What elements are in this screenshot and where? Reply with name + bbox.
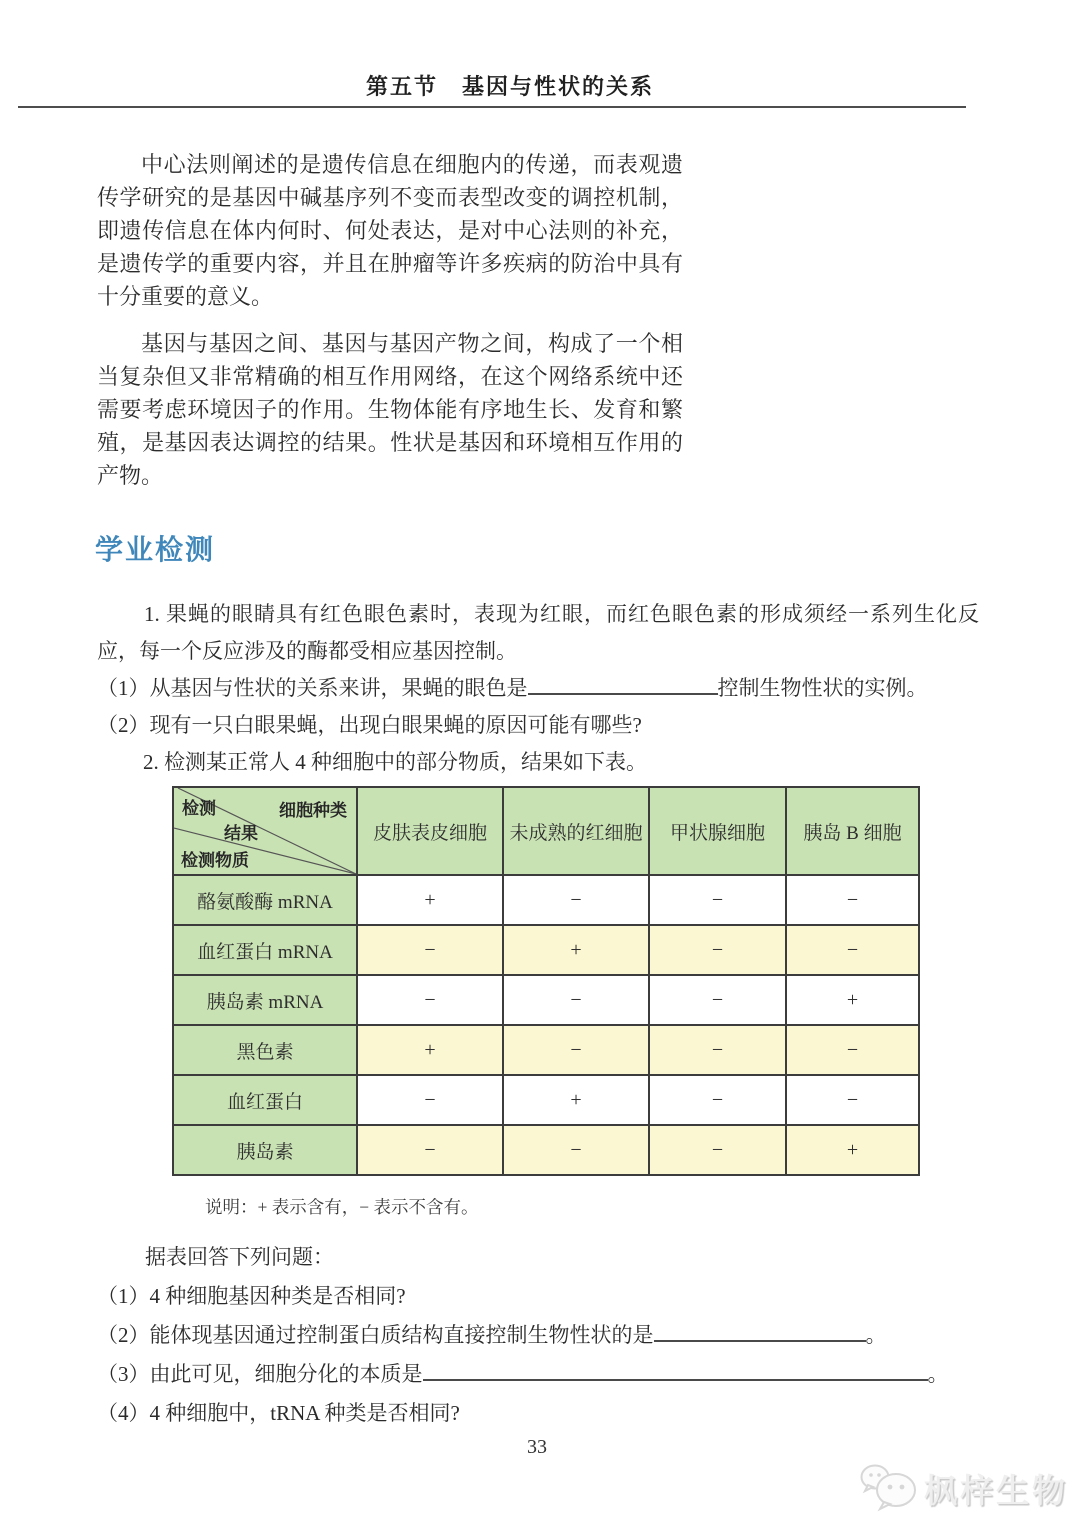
table-cell: + — [503, 1075, 649, 1125]
row-label: 血红蛋白 — [173, 1075, 357, 1125]
table-cell: − — [357, 1075, 503, 1125]
table-cell: − — [503, 1025, 649, 1075]
intro-section — [97, 148, 683, 506]
corner-label-result: 结果 — [224, 824, 258, 843]
column-header: 甲状腺细胞 — [649, 787, 786, 875]
table-cell: + — [786, 975, 919, 1025]
question-2-sub-2-text: （2）能体现基因通过控制蛋白质结构直接控制生物性状的是 — [97, 1323, 654, 1347]
table-cell: − — [503, 875, 649, 925]
followup-questions — [97, 1238, 1027, 1433]
answer-blank — [423, 1379, 928, 1381]
page-number: 33 — [527, 1436, 547, 1458]
table-cell: − — [649, 1075, 786, 1125]
table-cell: + — [357, 875, 503, 925]
table-cell: − — [503, 1125, 649, 1175]
question-1-sub-1 — [97, 670, 979, 707]
question-2-sub-1: （1）4 种细胞基因种类是否相同? — [97, 1284, 406, 1308]
question-2-sub-4: （4）4 种细胞中，tRNA 种类是否相同? — [97, 1401, 460, 1425]
table-row — [173, 1075, 919, 1125]
column-header: 皮肤表皮细胞 — [357, 787, 503, 875]
question-2-sub-3-tail: 。 — [927, 1362, 949, 1386]
table-cell: − — [786, 1075, 919, 1125]
row-label: 黑色素 — [173, 1025, 357, 1075]
table-note: 说明：+ 表示含有，− 表示不含有。 — [205, 1197, 479, 1217]
table-corner-cell — [173, 787, 357, 875]
table-cell: − — [649, 1125, 786, 1175]
table-cell: + — [503, 925, 649, 975]
question-2-sub-3 — [97, 1355, 1027, 1394]
question-2-stem: 2. 检测某正常人 4 种细胞中的部分物质，结果如下表。 — [143, 750, 647, 774]
table-row — [173, 975, 919, 1025]
question-2-sub-3-text: （3）由此可见，细胞分化的本质是 — [97, 1362, 423, 1386]
section-heading: 学业检测 — [95, 534, 216, 565]
table-cell: − — [357, 1125, 503, 1175]
question-1-sub-2: （2）现有一只白眼果蝇，出现白眼果蝇的原因可能有哪些? — [97, 713, 642, 737]
row-label: 血红蛋白 mRNA — [173, 925, 357, 975]
table-row — [173, 1125, 919, 1175]
table-cell: − — [503, 975, 649, 1025]
column-header: 未成熟的红细胞 — [503, 787, 649, 875]
answer-blank — [528, 693, 718, 695]
table-cell: − — [649, 1025, 786, 1075]
corner-label-detect: 检测 — [182, 799, 216, 818]
question-1-stem: 1. 果蝇的眼睛具有红色眼色素时，表现为红眼，而红色眼色素的形成须经一系列生化反应，每一个反应涉及的酶都受相应基因控制。 — [97, 602, 979, 663]
question-1-sub-1-text: （1）从基因与性状的关系来讲，果蝇的眼色是 — [97, 676, 528, 700]
table-cell: − — [786, 1025, 919, 1075]
table-header-row — [173, 787, 919, 875]
question-1-sub-1-tail: 控制生物性状的实例。 — [717, 676, 928, 700]
chat-bubbles-logo-icon — [858, 1460, 920, 1516]
intro-paragraph-1: 中心法则阐述的是遗传信息在细胞内的传递，而表观遗传学研究的是基因中碱基序列不变而表型改变的调控机制，即遗传信息在体内何时、何处表达，是对中心法则的补充，是遗传学的重要内容，并且在肿瘤等许多疾病的防治中具有十分重要的意义。 — [97, 152, 683, 309]
column-header: 胰岛 B 细胞 — [786, 787, 919, 875]
answer-blank — [654, 1340, 866, 1342]
table-cell: + — [357, 1025, 503, 1075]
table-row — [173, 1025, 919, 1075]
table-cell: − — [649, 975, 786, 1025]
table-row — [173, 875, 919, 925]
result-table — [172, 786, 920, 1176]
followup-intro: 据表回答下列问题： — [145, 1245, 334, 1269]
questions-block — [97, 596, 979, 781]
table-row — [173, 925, 919, 975]
row-label: 胰岛素 mRNA — [173, 975, 357, 1025]
table-cell: − — [649, 925, 786, 975]
table-cell: − — [357, 925, 503, 975]
header-rule — [18, 106, 966, 108]
table-cell: − — [786, 925, 919, 975]
page-title: 第五节 基因与性状的关系 — [365, 74, 654, 99]
corner-label-substance: 检测物质 — [181, 851, 249, 870]
table-cell: − — [357, 975, 503, 1025]
question-2-sub-2 — [97, 1316, 1027, 1355]
question-2-sub-2-tail: 。 — [865, 1323, 887, 1347]
corner-label-cell-type: 细胞种类 — [279, 801, 347, 820]
watermark-text: 枫梓生物 — [924, 1471, 1068, 1509]
table-cell: − — [786, 875, 919, 925]
row-label: 酪氨酸酶 mRNA — [173, 875, 357, 925]
table-cell: + — [786, 1125, 919, 1175]
table-cell: − — [649, 875, 786, 925]
intro-paragraph-2: 基因与基因之间、基因与基因产物之间，构成了一个相当复杂但又非常精确的相互作用网络，在这个网络系统中还需要考虑环境因子的作用。生物体能有序地生长、发育和繁殖，是基因表达调控的结果。性状是基因和环境相互作用的产物。 — [97, 331, 683, 488]
watermark — [858, 1460, 1068, 1516]
row-label: 胰岛素 — [173, 1125, 357, 1175]
